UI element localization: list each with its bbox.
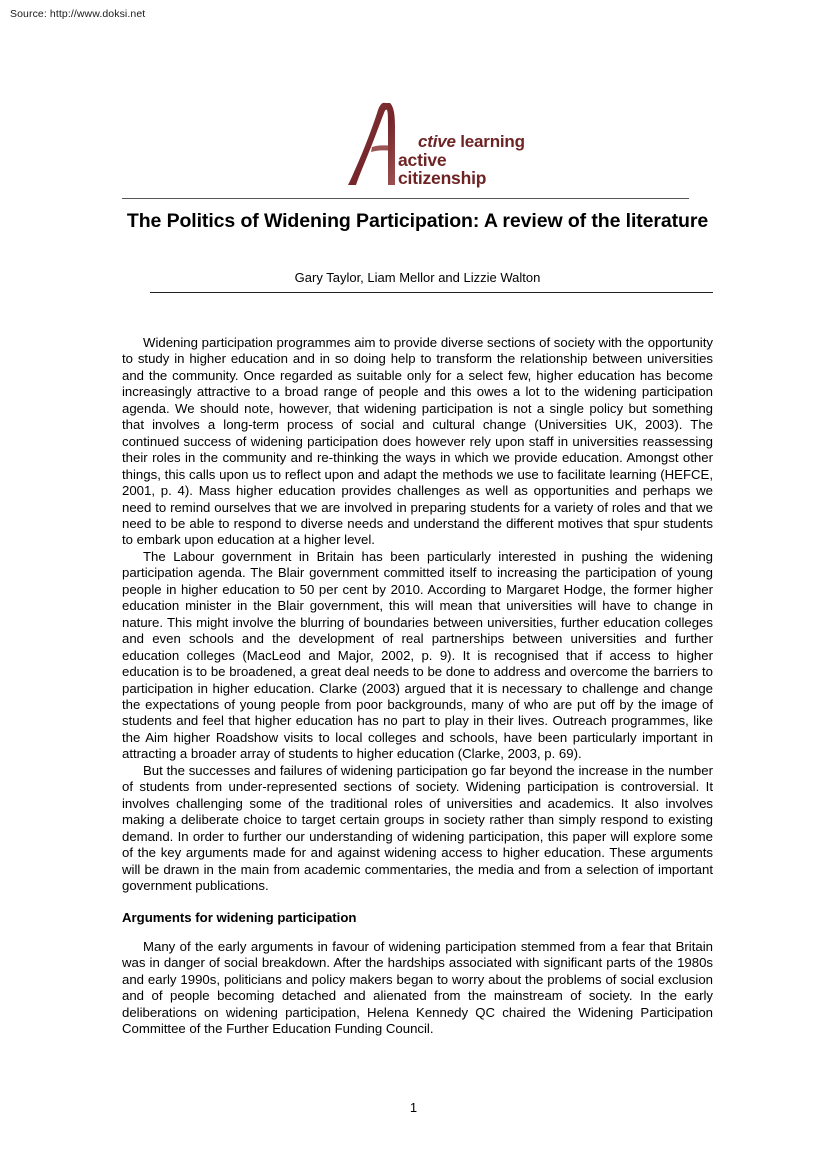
source-watermark: Source: http://www.doksi.net (10, 8, 146, 20)
section-heading: Arguments for widening participation (122, 910, 357, 926)
body-column (122, 335, 713, 1038)
title-rule-top (122, 198, 689, 199)
logo-line-two: active citizenship (398, 149, 487, 189)
paragraph: But the successes and failures of widening participation go far beyond the increase in the number of students from under-represented sections of society. Widening participation is controversial. It involves challenging some of the traditional roles of universities and academics. It also involves making a deliberate choice to target certain groups in society rather than simply respond to existing demand. In order to further our understanding of widening participation, this paper will explore some of the key arguments made for and against widening access to higher education. These arguments will be drawn in the main from academic commentaries, the media and from a selection of important government publications. (122, 762, 713, 893)
page-number: 1 (409, 1100, 418, 1115)
paragraph: Widening participation programmes aim to provide diverse sections of society with the opportunity to study in higher education and in so doing help to transform the relationship between universities and the community. Once regarded as suitable only for a select few, higher education has become increasingly attractive to a broad range of people and this owes a lot to the widening participation agenda. We should note, however, that widening participation is not a single policy but something that involves a long-term process of social and cultural change (Universities UK, 2003). The continued success of widening participation does however rely upon staff in universities reassessing their roles in the community and re-thinking the ways in which we provide education. Amongst other things, this calls upon us to reflect upon and adapt the methods we use to facilitate learning (HEFCE, 2001, p. 4). Mass higher education provides challenges as well as opportunities and perhaps we need to remind ourselves that we are involved in preparing students for a variety of roles and that we need to be able to respond to diverse needs and understand the different motives that spur students to embark upon education at a higher level. (122, 335, 713, 548)
page-title: The Politics of Widening Participation: A review of the literature (126, 210, 709, 232)
logo-wordmark (398, 133, 526, 188)
logo-line-one (398, 133, 526, 151)
title-rule-bottom (150, 292, 713, 293)
logo-block (0, 100, 827, 192)
author-line: Gary Taylor, Liam Mellor and Lizzie Walton (294, 270, 541, 285)
logo-ctive-italic: ctive (418, 132, 456, 151)
logo-learning: learning (455, 132, 525, 151)
paragraph: The Labour government in Britain has been particularly interested in pushing the widening participation agenda. The Blair government committed itself to increasing the participation of young people in higher education to 50 per cent by 2010. According to Margaret Hodge, the former higher education minister in the Blair government, this will mean that universities will have to change in nature. This might involve the blurring of boundaries between universities, further education colleges and even schools and the development of real partnerships between universities and further education colleges (MacLeod and Major, 2002, p. 9). It is recognised that if access to higher education is to be broadened, a great deal needs to be done to address and overcome the barriers to participation in higher education. Clarke (2003) argued that it is necessary to challenge and change the expectations of young people from poor backgrounds, many of who are put off by the image of students and feel that higher education has no part to play in their lives. Outreach programmes, like the Aim higher Roadshow visits to local colleges and schools, have been particularly important in attracting a broader array of students to higher education (Clarke, 2003, p. 69). (122, 548, 713, 762)
paragraph: Many of the early arguments in favour of widening participation stemmed from a fear that Britain was in danger of social breakdown. After the hardships associated with significant parts of the 1980s and early 1990s, politicians and policy makers began to worry about the problems of social exclusion and of people becoming detached and alienated from the mainstream of society. In the early deliberations on widening participation, Helena Kennedy QC chaired the Widening Participation Committee of the Further Education Funding Council. (122, 938, 713, 1037)
logo-inner (336, 100, 526, 192)
